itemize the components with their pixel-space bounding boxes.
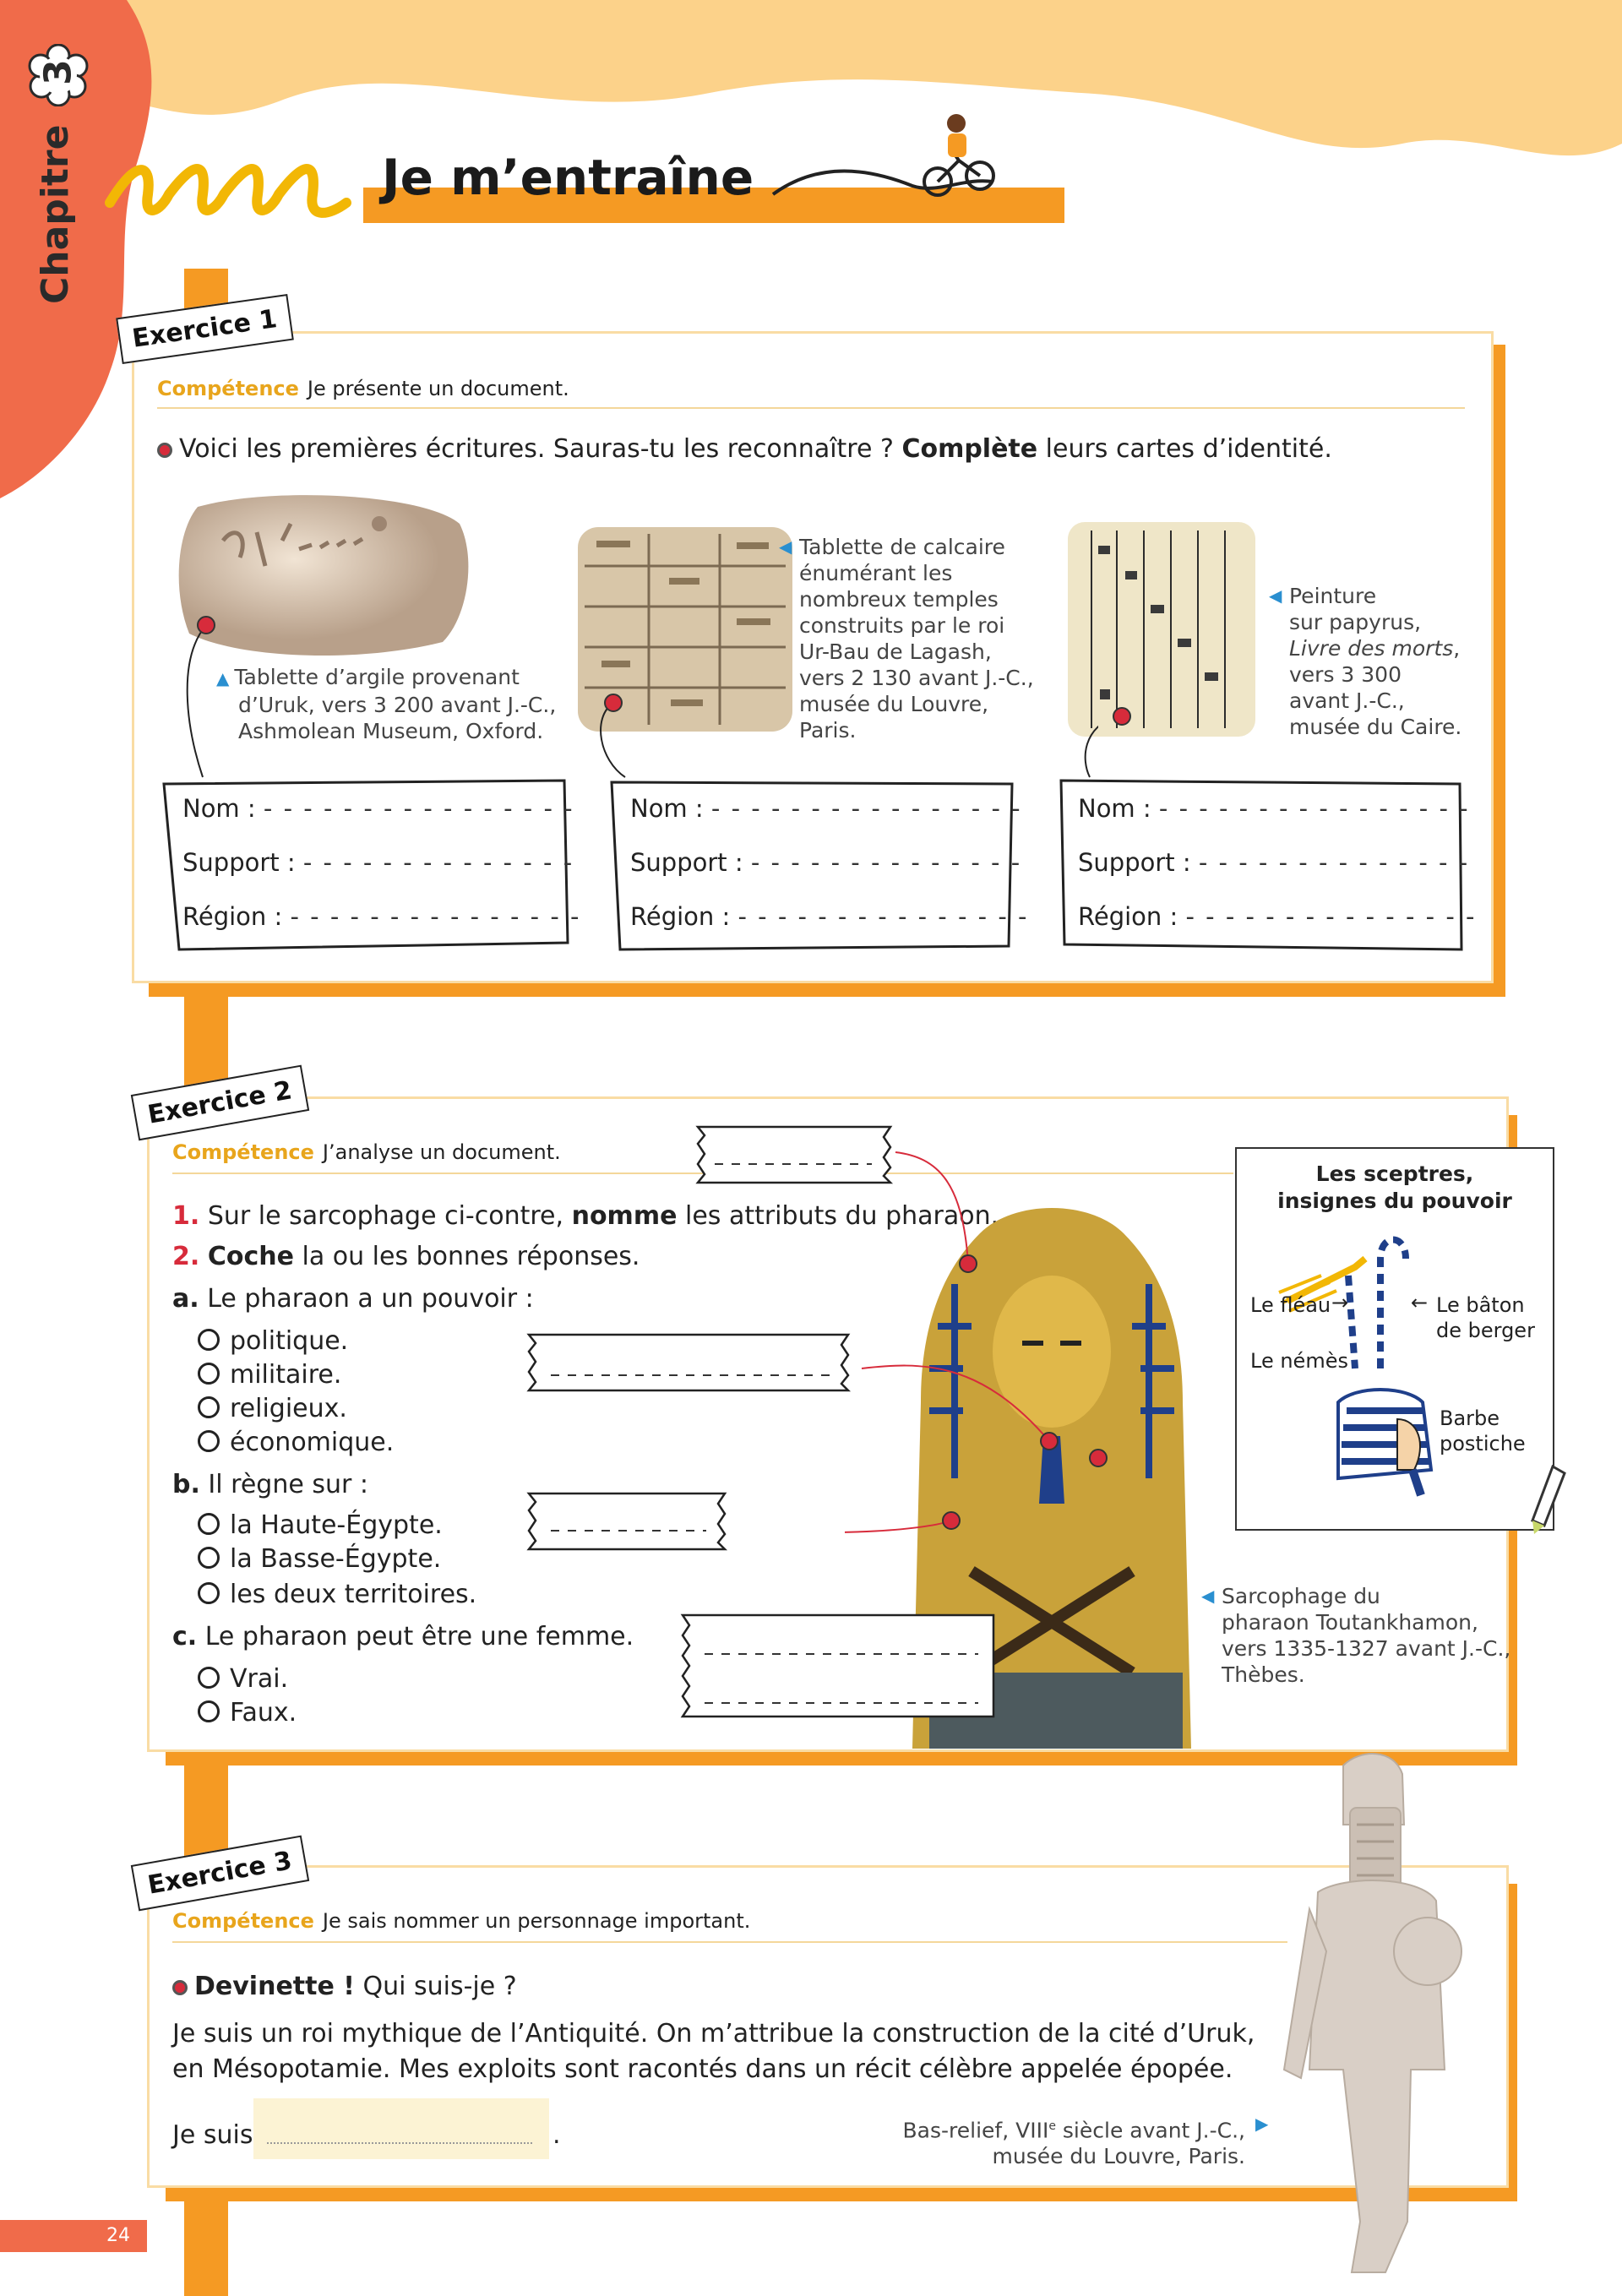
answer-suffix: . — [552, 2120, 561, 2150]
question-1: 1. Sur le sarcophage ci-contre, nomme les attributs du pharaon. — [172, 1201, 999, 1231]
page-title: Je m’entraîne — [382, 149, 754, 206]
sceptres-info-box — [1235, 1147, 1554, 1531]
triangle-right-icon: ▶ — [1255, 2114, 1269, 2134]
sceptres-title: Les sceptres, insignes du pouvoir — [1277, 1162, 1512, 1213]
exercise1-rule — [157, 407, 1465, 409]
option-militaire[interactable]: militaire. — [198, 1360, 341, 1390]
option-faux[interactable]: Faux. — [198, 1698, 297, 1727]
page-number: 24 — [106, 2225, 130, 2246]
card-row-support[interactable]: Support : - - - - - - - - - - - - - - — [182, 848, 574, 877]
radio-circle-icon[interactable] — [198, 1363, 220, 1385]
question-c: c. Le pharaon peut être une femme. — [172, 1622, 634, 1651]
gilgamesh-relief-image — [1259, 1749, 1478, 2289]
label-box-3[interactable] — [525, 1490, 732, 1553]
card-row-region[interactable]: Région : - - - - - - - - - - - - - - - — [1078, 902, 1477, 931]
card-row-region[interactable]: Région : - - - - - - - - - - - - - - - — [182, 902, 581, 931]
radio-circle-icon[interactable] — [198, 1667, 220, 1689]
caption-papyrus: ◀ Peinture sur papyrus, Livre des morts, vers 3 300 avant J.-C., musée du Caire. — [1269, 584, 1462, 739]
exercise1-competence: Compétence Je présente un document. — [157, 377, 569, 400]
card-row-nom[interactable]: Nom : - - - - - - - - - - - - - - - - — [1078, 794, 1470, 823]
chapter-number-badge — [27, 44, 90, 106]
caption-clay-tablet: ▲ Tablette d’argile provenant d’Uruk, vers 3 200 avant J.-C., Ashmolean Museum, Oxford. — [216, 665, 557, 743]
answer-prefix: Je suis — [172, 2120, 253, 2150]
card-row-nom[interactable]: Nom : - - - - - - - - - - - - - - - - — [182, 794, 574, 823]
chapter-label: Chapitre — [34, 124, 77, 304]
answer-field[interactable] — [253, 2098, 549, 2159]
exercise1-tag: Exercice 1 — [116, 294, 293, 364]
bullet-dot-icon — [172, 1980, 188, 1995]
riddle-text-line1: Je suis un roi mythique de l’Antiquité. On m’attribue la construction de la cité d’Uruk, — [172, 2019, 1255, 2048]
radio-circle-icon[interactable] — [198, 1430, 220, 1452]
arrow-right-icon: → — [1331, 1291, 1349, 1314]
radio-circle-icon[interactable] — [198, 1547, 220, 1569]
label-box-4[interactable] — [679, 1612, 1000, 1720]
triangle-left-icon: ◀ — [1269, 585, 1282, 606]
caption-sarcophagus: ◀ Sarcophage du pharaon Toutankhamon, vers 1335-1327 avant J.-C., Thèbes. — [1201, 1584, 1511, 1687]
label-barbe: Barbe postiche — [1440, 1406, 1526, 1455]
label-fleau: Le fléau — [1250, 1293, 1331, 1317]
exercise3-competence: Compétence Je sais nommer un personnage important. — [172, 1909, 751, 1933]
radio-circle-icon[interactable] — [198, 1513, 220, 1535]
option-religieux[interactable]: religieux. — [198, 1394, 347, 1423]
exercise2-tag: Exercice 2 — [131, 1065, 309, 1141]
caption-bas-relief: Bas-relief, VIIIe siècle avant J.-C., musée du Louvre, Paris. — [902, 2118, 1245, 2169]
radio-circle-icon[interactable] — [198, 1396, 220, 1418]
triangle-left-icon: ◀ — [779, 536, 792, 557]
page-number-bar — [0, 2220, 147, 2252]
caption-limestone-tablet: ◀ Tablette de calcaire énumérant les nombreux temples construits par le roi Ur-Bau de Lagash, vers 2 130 avant J.-C., musée du Louvre, Paris. — [779, 535, 1034, 743]
question-a: a. Le pharaon a un pouvoir : — [172, 1284, 534, 1314]
question-2: 2. Coche la ou les bonnes réponses. — [172, 1242, 640, 1271]
identity-card-3 — [1056, 777, 1477, 944]
card-row-support[interactable]: Support : - - - - - - - - - - - - - - — [1078, 848, 1470, 877]
option-haute-egypte[interactable]: la Haute-Égypte. — [198, 1510, 443, 1540]
answer-dotted-line — [267, 2142, 532, 2144]
arrow-left-icon: ← — [1411, 1291, 1429, 1314]
label-box-1[interactable] — [694, 1124, 897, 1186]
label-box-2[interactable] — [525, 1331, 855, 1394]
option-vrai[interactable]: Vrai. — [198, 1664, 288, 1694]
card-row-support[interactable]: Support : - - - - - - - - - - - - - - — [630, 848, 1022, 877]
card-row-region[interactable]: Région : - - - - - - - - - - - - - - - — [630, 902, 1029, 931]
pointer-dot-icon — [1112, 706, 1132, 726]
exercise1-instruction: Voici les premières écritures. Sauras-tu les reconnaître ? Complète leurs cartes d’identité. — [157, 434, 1332, 464]
triangle-left-icon: ◀ — [1201, 1586, 1215, 1606]
exercise2-connector-lines — [845, 1140, 1233, 1597]
identity-card-1 — [161, 777, 581, 944]
exercise3-tag: Exercice 3 — [131, 1836, 309, 1912]
radio-circle-icon[interactable] — [198, 1700, 220, 1722]
card-row-nom[interactable]: Nom : - - - - - - - - - - - - - - - - — [630, 794, 1022, 823]
riddle-text-line2: en Mésopotamie. Mes exploits sont racontés dans un récit célèbre appelée épopée. — [172, 2054, 1233, 2084]
radio-circle-icon[interactable] — [198, 1329, 220, 1351]
triangle-up-icon: ▲ — [216, 668, 230, 688]
exercise2-competence: Compétence J’analyse un document. — [172, 1140, 561, 1164]
exercise3-rule — [172, 1941, 1287, 1943]
option-deux-territoires[interactable]: les deux territoires. — [198, 1580, 476, 1609]
loops-decoration-icon — [101, 152, 355, 228]
radio-circle-icon[interactable] — [198, 1582, 220, 1604]
chapter-number: 3 — [36, 59, 80, 85]
label-nemes: Le némès — [1250, 1349, 1348, 1373]
question-b: b. Il règne sur : — [172, 1470, 368, 1499]
bullet-dot-icon — [157, 443, 172, 458]
pencil-icon — [1527, 1461, 1570, 1537]
option-economique[interactable]: économique. — [198, 1428, 394, 1457]
label-baton: Le bâton de berger — [1436, 1293, 1535, 1342]
option-basse-egypte[interactable]: la Basse-Égypte. — [198, 1544, 441, 1574]
riddle-heading: Devinette ! Qui suis-je ? — [172, 1972, 517, 2001]
cyclist-icon — [769, 110, 997, 203]
identity-card-2 — [608, 777, 1029, 944]
option-politique[interactable]: politique. — [198, 1326, 348, 1356]
